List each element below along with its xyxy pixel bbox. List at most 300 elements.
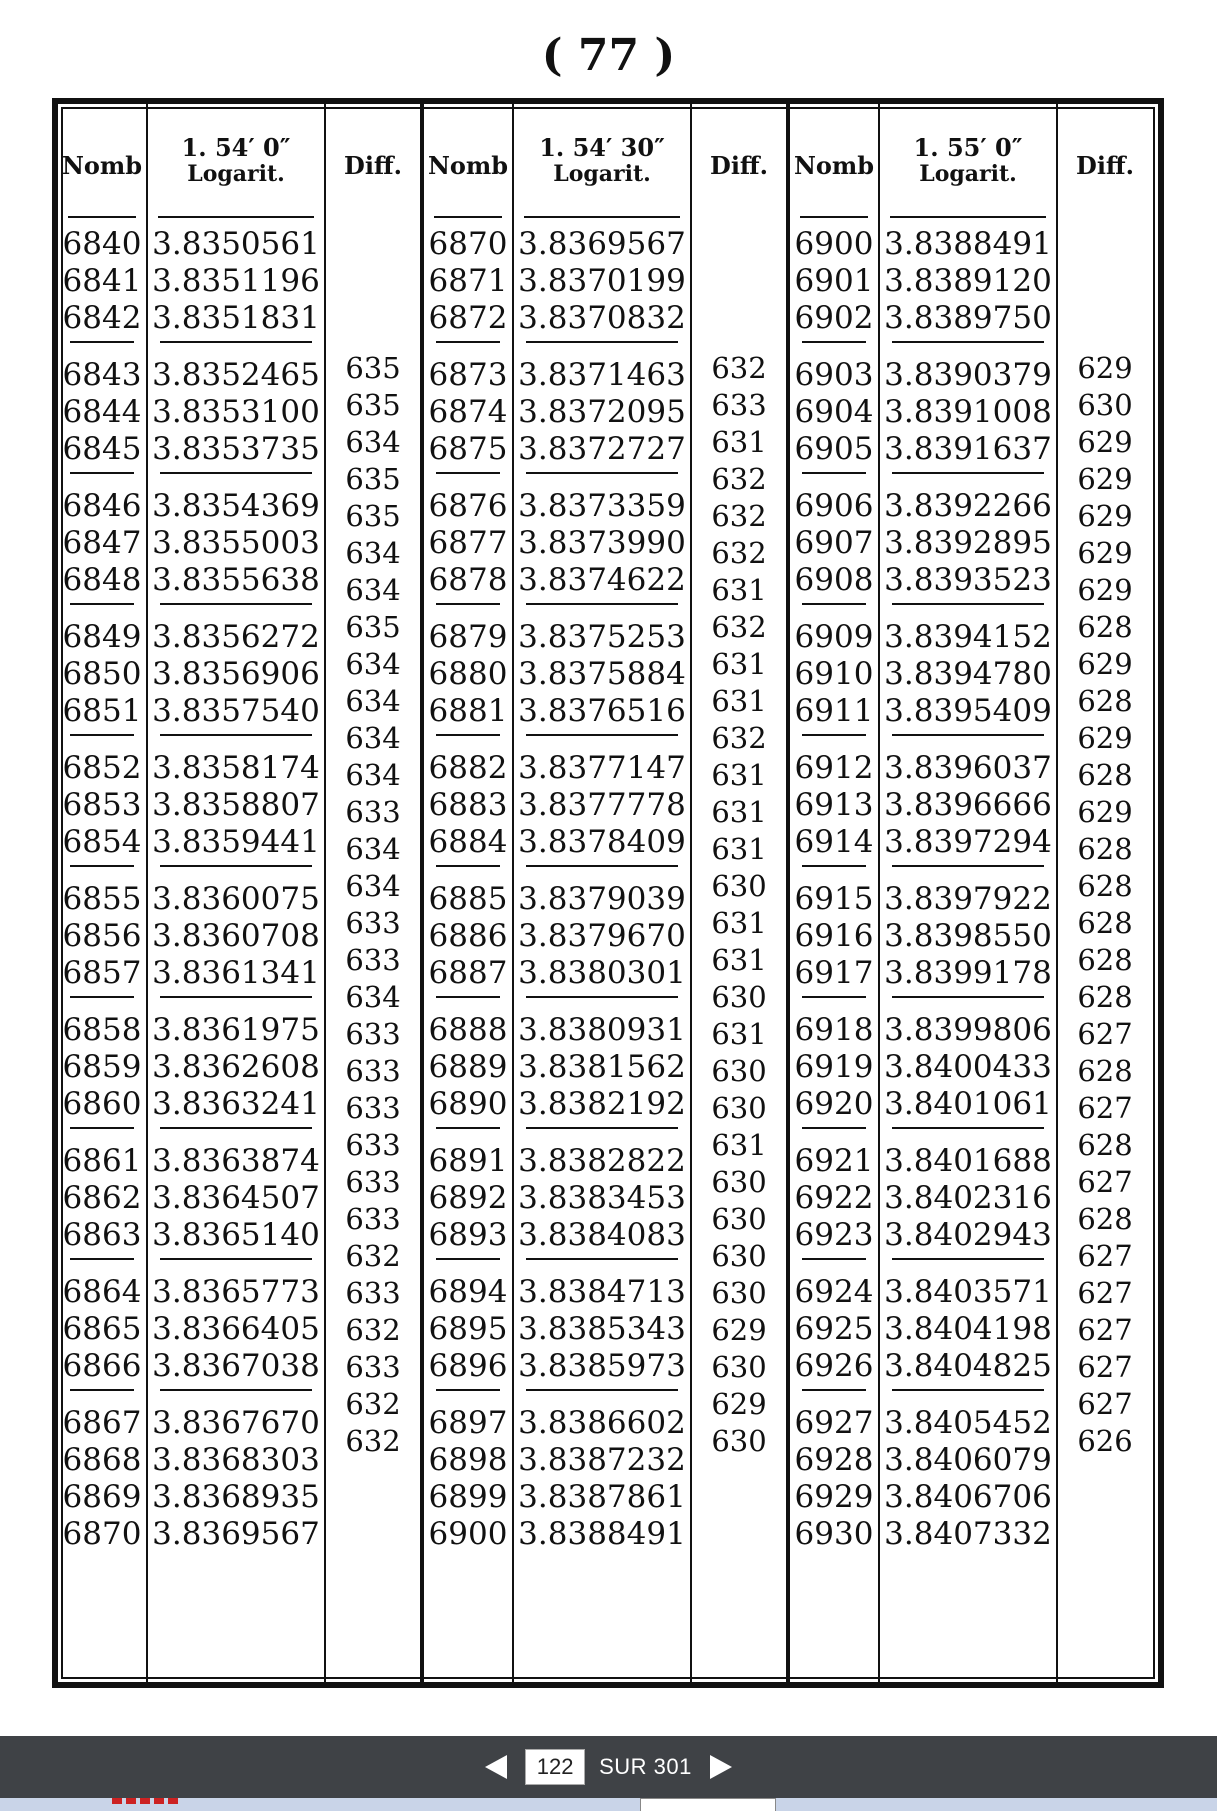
logarithm-cell: 3.8385973 bbox=[518, 1348, 686, 1384]
nomb-column bbox=[790, 104, 878, 1682]
diff-cell: 628 bbox=[1077, 684, 1133, 718]
logarithm-cell: 3.8380931 bbox=[518, 1012, 686, 1048]
nomb-cell: 6871 bbox=[428, 263, 508, 299]
logarithm-cell: 3.8367038 bbox=[152, 1348, 320, 1384]
nomb-cell: 6919 bbox=[794, 1049, 874, 1085]
diff-values bbox=[692, 216, 786, 1460]
nomb-cell: 6886 bbox=[428, 918, 508, 954]
group-separator bbox=[526, 734, 678, 736]
nomb-cell: 6878 bbox=[428, 562, 508, 598]
nomb-cell: 6908 bbox=[794, 562, 874, 598]
logarithm-cell: 3.8382192 bbox=[518, 1086, 686, 1122]
diff-cell: 627 bbox=[1077, 1276, 1133, 1310]
diff-cell: 630 bbox=[711, 1276, 767, 1310]
diff-cell: 630 bbox=[711, 869, 767, 903]
nomb-cell: 6880 bbox=[428, 656, 508, 692]
nomb-cell: 6860 bbox=[62, 1086, 142, 1122]
logarithm-cell: 3.8390379 bbox=[884, 357, 1052, 393]
logarithm-cell: 3.8377147 bbox=[518, 750, 686, 786]
logarithm-cell: 3.8383453 bbox=[518, 1180, 686, 1216]
header-rule bbox=[68, 216, 136, 218]
diff-cell: 631 bbox=[711, 573, 767, 607]
nomb-cell: 6907 bbox=[794, 525, 874, 561]
nomb-cell: 6889 bbox=[428, 1049, 508, 1085]
nomb-cell: 6910 bbox=[794, 656, 874, 692]
logarithm-cell: 3.8386602 bbox=[518, 1405, 686, 1441]
nomb-cell: 6893 bbox=[428, 1217, 508, 1253]
nomb-cell: 6872 bbox=[428, 300, 508, 336]
nomb-cell: 6857 bbox=[62, 955, 142, 991]
page-number-input[interactable] bbox=[525, 1749, 585, 1785]
diff-cell: 632 bbox=[345, 1239, 401, 1273]
logarithm-header-label: Logarit. bbox=[187, 160, 285, 187]
triangle-left-icon bbox=[483, 1753, 509, 1781]
nomb-cell: 6894 bbox=[428, 1274, 508, 1310]
group-separator bbox=[526, 603, 678, 605]
diff-cell: 632 bbox=[711, 351, 767, 385]
logarithm-cell: 3.8401688 bbox=[884, 1143, 1052, 1179]
logarithm-header-angle: 1. 54′ 0″ bbox=[181, 133, 291, 162]
nomb-cell: 6923 bbox=[794, 1217, 874, 1253]
diff-header: Diff. bbox=[710, 151, 768, 180]
triangle-right-icon bbox=[708, 1753, 734, 1781]
nomb-cell: 6840 bbox=[62, 226, 142, 262]
nomb-cell: 6884 bbox=[428, 824, 508, 860]
logarithm-cell: 3.8402943 bbox=[884, 1217, 1052, 1253]
nomb-cell: 6918 bbox=[794, 1012, 874, 1048]
nomb-cell: 6851 bbox=[62, 693, 142, 729]
nomb-cell: 6900 bbox=[794, 226, 874, 262]
diff-cell: 630 bbox=[1077, 388, 1133, 422]
diff-cell: 629 bbox=[1077, 499, 1133, 533]
group-separator bbox=[70, 1258, 134, 1260]
group-separator bbox=[436, 341, 500, 343]
diff-cell: 633 bbox=[345, 1091, 401, 1125]
logarithm-cell: 3.8406706 bbox=[884, 1479, 1052, 1515]
group-separator bbox=[802, 472, 866, 474]
logarithm-cell: 3.8407332 bbox=[884, 1516, 1052, 1552]
diff-cell: 630 bbox=[711, 1350, 767, 1384]
logarithm-cell: 3.8370832 bbox=[518, 300, 686, 336]
diff-cell: 631 bbox=[711, 758, 767, 792]
nomb-cell: 6852 bbox=[62, 750, 142, 786]
diff-cell: 629 bbox=[1077, 351, 1133, 385]
logarithm-cell: 3.8397294 bbox=[884, 824, 1052, 860]
table-section-3 bbox=[786, 104, 1152, 1682]
group-separator bbox=[70, 603, 134, 605]
group-separator bbox=[160, 1127, 312, 1129]
diff-cell: 633 bbox=[345, 1350, 401, 1384]
diff-cell: 634 bbox=[345, 647, 401, 681]
nomb-cell: 6846 bbox=[62, 488, 142, 524]
group-separator bbox=[70, 865, 134, 867]
nomb-cell: 6898 bbox=[428, 1442, 508, 1478]
logarithm-column bbox=[512, 104, 690, 1682]
logarithm-cell: 3.8402316 bbox=[884, 1180, 1052, 1216]
diff-cell: 629 bbox=[1077, 536, 1133, 570]
diff-cell: 633 bbox=[345, 1276, 401, 1310]
logarithm-cell: 3.8381562 bbox=[518, 1049, 686, 1085]
nomb-cell: 6897 bbox=[428, 1405, 508, 1441]
nomb-cell: 6875 bbox=[428, 431, 508, 467]
nomb-header: Nomb bbox=[427, 151, 509, 180]
diff-cell: 635 bbox=[345, 388, 401, 422]
nomb-cell: 6902 bbox=[794, 300, 874, 336]
logarithm-cell: 3.8355003 bbox=[152, 525, 320, 561]
nomb-cell: 6906 bbox=[794, 488, 874, 524]
group-separator bbox=[892, 734, 1044, 736]
group-separator bbox=[160, 734, 312, 736]
nomb-cell: 6913 bbox=[794, 787, 874, 823]
nomb-cell: 6930 bbox=[794, 1516, 874, 1552]
diff-header: Diff. bbox=[344, 151, 402, 180]
taskbar-strip bbox=[0, 1798, 1217, 1811]
logarithm-cell: 3.8385343 bbox=[518, 1311, 686, 1347]
diff-cell: 632 bbox=[711, 610, 767, 644]
logarithm-cell: 3.8397922 bbox=[884, 881, 1052, 917]
logarithm-header bbox=[880, 104, 1056, 216]
diff-cell: 628 bbox=[1077, 1054, 1133, 1088]
nomb-cell: 6901 bbox=[794, 263, 874, 299]
diff-cell: 629 bbox=[1077, 795, 1133, 829]
nomb-cell: 6853 bbox=[62, 787, 142, 823]
nomb-cell: 6855 bbox=[62, 881, 142, 917]
nomb-cell: 6905 bbox=[794, 431, 874, 467]
logarithm-cell: 3.8366405 bbox=[152, 1311, 320, 1347]
nomb-cell: 6873 bbox=[428, 357, 508, 393]
diff-cell: 629 bbox=[711, 1387, 767, 1421]
nomb-cell: 6921 bbox=[794, 1143, 874, 1179]
group-separator bbox=[526, 1127, 678, 1129]
diff-cell: 631 bbox=[711, 425, 767, 459]
diff-cell: 634 bbox=[345, 869, 401, 903]
nomb-cell: 6903 bbox=[794, 357, 874, 393]
logarithm-cell: 3.8391008 bbox=[884, 394, 1052, 430]
diff-cell: 633 bbox=[345, 906, 401, 940]
nomb-cell: 6862 bbox=[62, 1180, 142, 1216]
group-separator bbox=[436, 1389, 500, 1391]
logarithm-cell: 3.8361975 bbox=[152, 1012, 320, 1048]
diff-cell: 631 bbox=[711, 906, 767, 940]
group-separator bbox=[70, 472, 134, 474]
diff-cell: 634 bbox=[345, 758, 401, 792]
nomb-cell: 6874 bbox=[428, 394, 508, 430]
diff-cell: 631 bbox=[711, 1017, 767, 1051]
nomb-cell: 6915 bbox=[794, 881, 874, 917]
diff-cell: 635 bbox=[345, 351, 401, 385]
logarithm-cell: 3.8355638 bbox=[152, 562, 320, 598]
diff-cell: 630 bbox=[711, 1165, 767, 1199]
logarithm-header bbox=[148, 104, 324, 216]
diff-cell: 631 bbox=[711, 1128, 767, 1162]
diff-cell: 629 bbox=[1077, 425, 1133, 459]
diff-cell: 635 bbox=[345, 499, 401, 533]
diff-cell: 634 bbox=[345, 536, 401, 570]
header-rule bbox=[890, 216, 1046, 218]
group-separator bbox=[892, 1258, 1044, 1260]
logarithm-cell: 3.8401061 bbox=[884, 1086, 1052, 1122]
logarithm-cell: 3.8379670 bbox=[518, 918, 686, 954]
diff-cell: 633 bbox=[345, 1128, 401, 1162]
diff-cell: 633 bbox=[345, 1202, 401, 1236]
diff-cell: 633 bbox=[711, 388, 767, 422]
next-page-button[interactable] bbox=[706, 1752, 736, 1782]
diff-values bbox=[1058, 216, 1152, 1460]
logarithm-cell: 3.8352465 bbox=[152, 357, 320, 393]
nomb-cell: 6859 bbox=[62, 1049, 142, 1085]
logarithm-header-angle: 1. 55′ 0″ bbox=[913, 133, 1023, 162]
nomb-cell: 6844 bbox=[62, 394, 142, 430]
logarithm-cell: 3.8372095 bbox=[518, 394, 686, 430]
diff-cell: 632 bbox=[711, 499, 767, 533]
logarithm-cell: 3.8375884 bbox=[518, 656, 686, 692]
logarithm-cell: 3.8404198 bbox=[884, 1311, 1052, 1347]
diff-cell: 634 bbox=[345, 721, 401, 755]
logarithm-cell: 3.8365140 bbox=[152, 1217, 320, 1253]
logarithm-cell: 3.8363874 bbox=[152, 1143, 320, 1179]
taskbar-tab[interactable] bbox=[640, 1798, 776, 1811]
previous-page-button[interactable] bbox=[481, 1752, 511, 1782]
nomb-cell: 6925 bbox=[794, 1311, 874, 1347]
logarithm-cell: 3.8369567 bbox=[152, 1516, 320, 1552]
logarithm-cell: 3.8375253 bbox=[518, 619, 686, 655]
nomb-cell: 6890 bbox=[428, 1086, 508, 1122]
diff-cell: 627 bbox=[1077, 1017, 1133, 1051]
diff-column bbox=[324, 104, 420, 1682]
group-separator bbox=[436, 734, 500, 736]
diff-cell: 628 bbox=[1077, 943, 1133, 977]
nomb-cell: 6900 bbox=[428, 1516, 508, 1552]
logarithm-cell: 3.8358807 bbox=[152, 787, 320, 823]
logarithm-cell: 3.8399178 bbox=[884, 955, 1052, 991]
logarithm-cell: 3.8359441 bbox=[152, 824, 320, 860]
diff-cell: 634 bbox=[345, 980, 401, 1014]
logarithm-cell: 3.8405452 bbox=[884, 1405, 1052, 1441]
logarithm-cell: 3.8391637 bbox=[884, 431, 1052, 467]
logarithm-cell: 3.8379039 bbox=[518, 881, 686, 917]
diff-cell: 626 bbox=[1077, 1424, 1133, 1458]
group-separator bbox=[70, 1127, 134, 1129]
diff-cell: 630 bbox=[711, 1054, 767, 1088]
logarithm-cell: 3.8389750 bbox=[884, 300, 1052, 336]
diff-cell: 628 bbox=[1077, 980, 1133, 1014]
nomb-cell: 6869 bbox=[62, 1479, 142, 1515]
logarithm-cell: 3.8362608 bbox=[152, 1049, 320, 1085]
group-separator bbox=[802, 865, 866, 867]
group-separator bbox=[526, 996, 678, 998]
logarithm-header-label: Logarit. bbox=[919, 160, 1017, 187]
diff-cell: 628 bbox=[1077, 832, 1133, 866]
group-separator bbox=[526, 1389, 678, 1391]
logarithm-cell: 3.8373990 bbox=[518, 525, 686, 561]
nomb-header: Nomb bbox=[61, 151, 143, 180]
nomb-cell: 6843 bbox=[62, 357, 142, 393]
group-separator bbox=[436, 996, 500, 998]
diff-cell: 634 bbox=[345, 573, 401, 607]
logarithm-cell: 3.8374622 bbox=[518, 562, 686, 598]
diff-cell: 632 bbox=[711, 721, 767, 755]
logarithm-cell: 3.8370199 bbox=[518, 263, 686, 299]
nomb-cell: 6885 bbox=[428, 881, 508, 917]
logarithm-cell: 3.8363241 bbox=[152, 1086, 320, 1122]
logarithm-cell: 3.8396037 bbox=[884, 750, 1052, 786]
nomb-cell: 6916 bbox=[794, 918, 874, 954]
diff-cell: 635 bbox=[345, 610, 401, 644]
logarithm-cell: 3.8404825 bbox=[884, 1348, 1052, 1384]
table-section-1 bbox=[58, 104, 420, 1682]
diff-cell: 632 bbox=[345, 1313, 401, 1347]
diff-cell: 627 bbox=[1077, 1313, 1133, 1347]
logarithm-cell: 3.8373359 bbox=[518, 488, 686, 524]
nomb-cell: 6870 bbox=[62, 1516, 142, 1552]
nomb-cell: 6856 bbox=[62, 918, 142, 954]
diff-cell: 629 bbox=[1077, 647, 1133, 681]
logarithm-cell: 3.8394152 bbox=[884, 619, 1052, 655]
group-separator bbox=[160, 472, 312, 474]
diff-cell: 630 bbox=[711, 1239, 767, 1273]
diff-cell: 634 bbox=[345, 425, 401, 459]
logarithm-cell: 3.8398550 bbox=[884, 918, 1052, 954]
group-separator bbox=[892, 341, 1044, 343]
nomb-cell: 6896 bbox=[428, 1348, 508, 1384]
logarithm-cell: 3.8388491 bbox=[884, 226, 1052, 262]
diff-cell: 627 bbox=[1077, 1165, 1133, 1199]
nomb-cell: 6841 bbox=[62, 263, 142, 299]
group-separator bbox=[436, 865, 500, 867]
nomb-cell: 6876 bbox=[428, 488, 508, 524]
group-separator bbox=[160, 1389, 312, 1391]
logarithm-cell: 3.8400433 bbox=[884, 1049, 1052, 1085]
taskbar-indicator bbox=[112, 1798, 182, 1804]
diff-cell: 630 bbox=[711, 1091, 767, 1125]
diff-cell: 627 bbox=[1077, 1239, 1133, 1273]
group-separator bbox=[892, 603, 1044, 605]
logarithm-cell: 3.8382822 bbox=[518, 1143, 686, 1179]
diff-cell: 628 bbox=[1077, 906, 1133, 940]
logarithm-cell: 3.8388491 bbox=[518, 1516, 686, 1552]
logarithm-cell: 3.8376516 bbox=[518, 693, 686, 729]
nomb-cell: 6887 bbox=[428, 955, 508, 991]
logarithm-cell: 3.8384713 bbox=[518, 1274, 686, 1310]
nomb-cell: 6865 bbox=[62, 1311, 142, 1347]
page-number: ( 77 ) bbox=[541, 30, 676, 81]
group-separator bbox=[802, 734, 866, 736]
nomb-cell: 6895 bbox=[428, 1311, 508, 1347]
group-separator bbox=[160, 341, 312, 343]
logarithm-cell: 3.8395409 bbox=[884, 693, 1052, 729]
group-separator bbox=[436, 603, 500, 605]
diff-cell: 630 bbox=[711, 1424, 767, 1458]
nomb-cell: 6879 bbox=[428, 619, 508, 655]
diff-cell: 629 bbox=[1077, 573, 1133, 607]
nomb-cell: 6847 bbox=[62, 525, 142, 561]
nomb-cell: 6883 bbox=[428, 787, 508, 823]
diff-cell: 632 bbox=[711, 536, 767, 570]
logarithm-cell: 3.8368935 bbox=[152, 1479, 320, 1515]
nomb-cell: 6848 bbox=[62, 562, 142, 598]
nomb-cell: 6842 bbox=[62, 300, 142, 336]
logarithm-header bbox=[514, 104, 690, 216]
logarithm-cell: 3.8354369 bbox=[152, 488, 320, 524]
nomb-cell: 6899 bbox=[428, 1479, 508, 1515]
logarithm-cell: 3.8351831 bbox=[152, 300, 320, 336]
logarithm-cell: 3.8369567 bbox=[518, 226, 686, 262]
group-separator bbox=[892, 1127, 1044, 1129]
diff-cell: 632 bbox=[345, 1424, 401, 1458]
nomb-cell: 6914 bbox=[794, 824, 874, 860]
group-separator bbox=[70, 1389, 134, 1391]
diff-cell: 628 bbox=[1077, 758, 1133, 792]
nomb-cell: 6891 bbox=[428, 1143, 508, 1179]
diff-cell: 633 bbox=[345, 795, 401, 829]
group-separator bbox=[70, 341, 134, 343]
logarithm-column bbox=[146, 104, 324, 1682]
logarithm-cell: 3.8399806 bbox=[884, 1012, 1052, 1048]
group-separator bbox=[436, 1258, 500, 1260]
diff-cell: 632 bbox=[711, 462, 767, 496]
nomb-cell: 6858 bbox=[62, 1012, 142, 1048]
header-rule bbox=[434, 216, 502, 218]
nomb-cell: 6911 bbox=[794, 693, 874, 729]
logarithm-cell: 3.8368303 bbox=[152, 1442, 320, 1478]
logarithm-cell: 3.8378409 bbox=[518, 824, 686, 860]
logarithm-header-angle: 1. 54′ 30″ bbox=[539, 133, 665, 162]
group-separator bbox=[526, 472, 678, 474]
group-separator bbox=[526, 341, 678, 343]
logarithm-cell: 3.8356906 bbox=[152, 656, 320, 692]
logarithm-cell: 3.8380301 bbox=[518, 955, 686, 991]
nomb-cell: 6928 bbox=[794, 1442, 874, 1478]
logarithm-cell: 3.8403571 bbox=[884, 1274, 1052, 1310]
group-separator bbox=[160, 603, 312, 605]
group-separator bbox=[892, 996, 1044, 998]
logarithm-cell: 3.8364507 bbox=[152, 1180, 320, 1216]
logarithm-cell: 3.8351196 bbox=[152, 263, 320, 299]
group-separator bbox=[526, 865, 678, 867]
logarithm-cell: 3.8393523 bbox=[884, 562, 1052, 598]
logarithm-cell: 3.8372727 bbox=[518, 431, 686, 467]
nomb-cell: 6927 bbox=[794, 1405, 874, 1441]
nomb-cell: 6926 bbox=[794, 1348, 874, 1384]
total-pages-label: SUR 301 bbox=[599, 1754, 692, 1779]
nomb-cell: 6882 bbox=[428, 750, 508, 786]
nomb-cell: 6854 bbox=[62, 824, 142, 860]
group-separator bbox=[160, 1258, 312, 1260]
diff-cell: 635 bbox=[345, 462, 401, 496]
diff-cell: 634 bbox=[345, 832, 401, 866]
diff-values bbox=[326, 216, 420, 1460]
logarithm-cell: 3.8392266 bbox=[884, 488, 1052, 524]
header-rule bbox=[524, 216, 680, 218]
nomb-cell: 6877 bbox=[428, 525, 508, 561]
diff-cell: 631 bbox=[711, 832, 767, 866]
nomb-cell: 6922 bbox=[794, 1180, 874, 1216]
logarithm-cell: 3.8358174 bbox=[152, 750, 320, 786]
nomb-cell: 6864 bbox=[62, 1274, 142, 1310]
group-separator bbox=[892, 1389, 1044, 1391]
diff-cell: 631 bbox=[711, 943, 767, 977]
logarithm-cell: 3.8387232 bbox=[518, 1442, 686, 1478]
diff-cell: 628 bbox=[1077, 1202, 1133, 1236]
diff-cell: 633 bbox=[345, 1165, 401, 1199]
logarithm-column bbox=[878, 104, 1056, 1682]
diff-column bbox=[1056, 104, 1152, 1682]
group-separator bbox=[436, 1127, 500, 1129]
header-rule bbox=[800, 216, 868, 218]
nomb-cell: 6849 bbox=[62, 619, 142, 655]
nomb-cell: 6866 bbox=[62, 1348, 142, 1384]
diff-cell: 629 bbox=[1077, 721, 1133, 755]
